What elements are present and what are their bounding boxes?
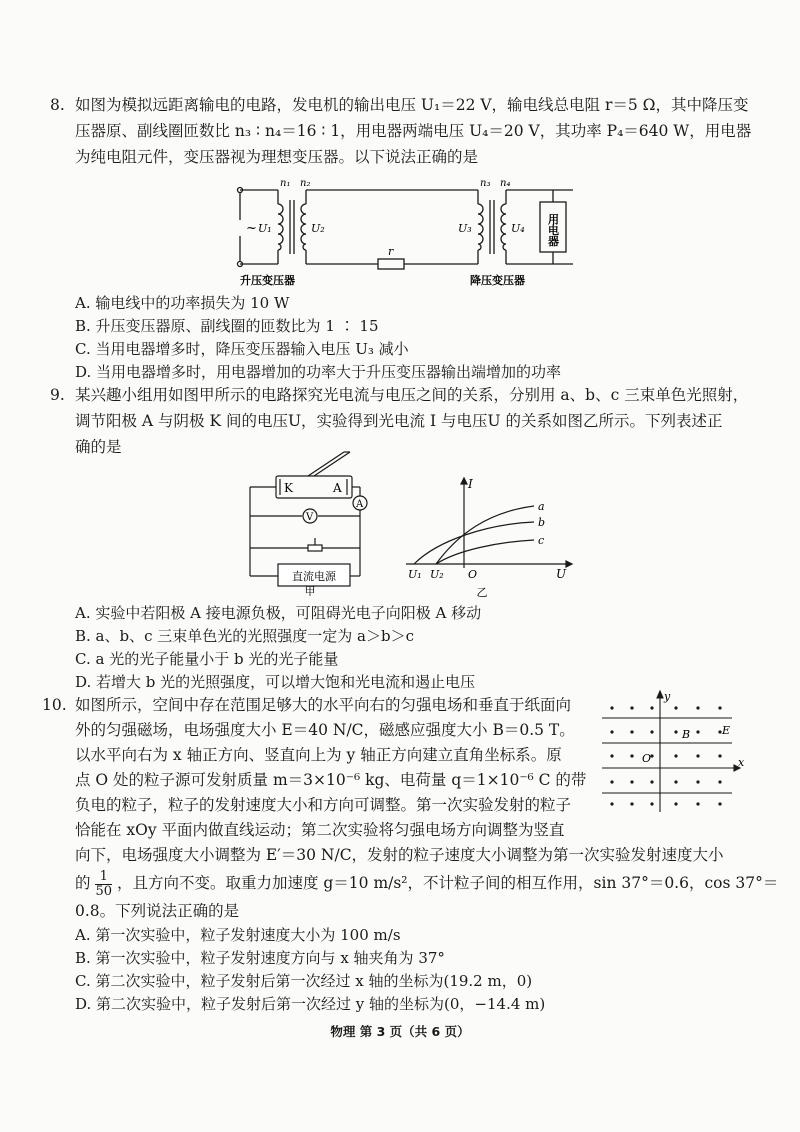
q9-iu-graph <box>398 476 578 600</box>
q8-label-n3: n₃ <box>480 178 491 189</box>
q8-step-up-label: 升压变压器 <box>240 274 295 287</box>
q10-origin: O <box>642 752 652 765</box>
q8-label-u1: U₁ <box>258 222 272 235</box>
q10-option-d: D. 第二次实验中，粒子发射后第一次经过 y 轴的坐标为(0，−14.4 m) <box>75 995 546 1013</box>
q9-graph-caption: 乙 <box>476 586 488 599</box>
q9-graph-label-b: b <box>538 516 546 529</box>
q10-option-c: C. 第二次实验中，粒子发射后第一次经过 x 轴的坐标为(19.2 m，0) <box>75 972 533 990</box>
q9-option-d: D. 若增大 b 光的光照强度，可以增大饱和光电流和遏止电压 <box>75 673 476 691</box>
q9-stem-line1: 某兴趣小组用如图甲所示的电路探究光电流与电压之间的关系，分别用 a、b、c 三束单色光照射， <box>75 386 749 404</box>
q8-label-r: r <box>388 245 394 258</box>
q10-axis-x: x <box>738 756 745 769</box>
q9-option-a: A. 实验中若阳极 A 接电源负极，可阻碍光电子向阳极 A 移动 <box>75 604 482 622</box>
q10-axis-y: y <box>664 690 671 703</box>
q9-circuit-caption: 甲 <box>304 585 316 596</box>
q10-fraction-numerator: 1 <box>95 870 112 885</box>
q10-stem-line3: 以水平向右为 x 轴正方向、竖直向上为 y 轴正方向建立直角坐标系。原 <box>75 746 562 764</box>
q9-ammeter-label: A <box>356 499 364 510</box>
q9-stem-line3: 确的是 <box>75 438 122 456</box>
q9-photoelectric-circuit <box>240 448 390 596</box>
q10-stem-line7: 向下，电场强度大小调整为 E′＝30 N/C，发射的粒子速度大小调整为第一次实验发射速度大小 <box>75 846 724 864</box>
q9-graph-ylabel: I <box>468 477 473 491</box>
q9-number: 9. <box>50 386 65 404</box>
q8-transmission-circuit <box>228 172 588 290</box>
q9-anode-label: A <box>333 481 342 495</box>
q8-option-c: C. 当用电器增多时，降压变压器输入电压 U₃ 减小 <box>75 340 409 358</box>
q10-stem-line9: 0.8。下列说法正确的是 <box>75 902 240 920</box>
q8-stem-line3: 为纯电阻元件，变压器视为理想变压器。以下说法正确的是 <box>75 148 479 166</box>
q8-label-u3: U₃ <box>458 222 472 235</box>
q10-fraction <box>95 870 112 899</box>
q8-stem-line1: 如图为模拟远距离输电的电路，发电机的输出电压 U₁＝22 V，输电线总电阻 r＝5 Ω，其中降压变 <box>75 96 749 114</box>
q8-load-label: 用电器 <box>546 213 560 247</box>
q9-source-label: 直流电源 <box>292 570 336 583</box>
q9-stem-line2: 调节阳极 A 与阴极 K 间的电压U，实验得到光电流 I 与电压U 的关系如图乙所示。下列表述正 <box>75 412 723 430</box>
q8-option-d: D. 当用电器增多时，用电器增加的功率大于升压变压器输出端增加的功率 <box>75 363 562 381</box>
q8-stem-line2: 压器原、副线圈匝数比 n₃ ∶ n₄＝16 ∶ 1，用电器两端电压 U₄＝20 V，其功率 P₄＝640 W，用电器 <box>75 122 752 140</box>
q10-number: 10. <box>42 696 67 714</box>
q9-curve-b <box>414 522 534 564</box>
q10-line8-post: ，且方向不变。取重力加速度 g＝10 m/s²，不计粒子间的相互作用，sin 37°＝0.6，cos 37°＝ <box>116 874 779 892</box>
q8-label-u4: U₄ <box>511 222 525 235</box>
page-footer: 物理 第 3 页（共 6 页） <box>330 1024 470 1039</box>
q8-option-a: A. 输电线中的功率损失为 10 W <box>75 294 290 312</box>
q10-option-b: B. 第一次实验中，粒子发射速度方向与 x 轴夹角为 37° <box>75 949 445 967</box>
q9-curve-a <box>436 506 534 564</box>
q10-stem-line6: 恰能在 xOy 平面内做直线运动；第二次实验将匀强电场方向调整为竖直 <box>75 821 565 839</box>
q10-stem-line5: 负电的粒子，粒子的发射速度大小和方向可调整。第一次实验发射的粒子 <box>75 796 572 814</box>
q10-field-figure <box>598 688 748 818</box>
q10-field-b: B <box>682 728 691 741</box>
q10-stem-line2: 外的匀强磁场，电场强度大小 E＝40 N/C，磁感应强度大小 B＝0.5 T。 <box>75 721 575 739</box>
q9-curve-c <box>436 540 534 564</box>
q8-step-down-label: 降压变压器 <box>470 274 525 287</box>
q10-stem-line8 <box>75 868 778 899</box>
q8-label-n4: n₄ <box>500 178 511 189</box>
q9-option-c: C. a 光的光子能量小于 b 光的光子能量 <box>75 650 339 668</box>
q9-graph-xlabel: U <box>556 567 567 581</box>
q9-voltmeter-label: V <box>306 512 314 523</box>
q10-stem-line4: 点 O 处的粒子源可发射质量 m＝3×10⁻⁶ kg、电荷量 q＝1×10⁻⁶ C 的带 <box>75 771 587 789</box>
q9-option-b: B. a、b、c 三束单色光的光照强度一定为 a＞b＞c <box>75 627 414 645</box>
q10-option-a: A. 第一次实验中，粒子发射速度大小为 100 m/s <box>75 926 401 944</box>
q9-graph-u2: U₂ <box>430 568 444 581</box>
q10-line8-pre: 的 <box>75 874 91 892</box>
q8-label-n2: n₂ <box>300 178 311 189</box>
q9-graph-label-c: c <box>538 534 545 547</box>
q8-label-n1: n₁ <box>280 178 291 189</box>
q10-stem-line1: 如图所示，空间中存在范围足够大的水平向右的匀强电场和垂直于纸面向 <box>75 696 572 714</box>
q9-graph-origin: O <box>468 568 478 581</box>
q8-number: 8. <box>50 96 65 114</box>
q9-graph-u1: U₁ <box>408 568 422 581</box>
q9-cathode-label: K <box>284 481 293 495</box>
q9-graph-label-a: a <box>538 500 545 513</box>
q8-option-b: B. 升压变压器原、副线圈的匝数比为 1 ∶ 15 <box>75 317 379 335</box>
q10-field-e: E <box>722 724 731 737</box>
q10-fraction-denominator: 50 <box>95 883 112 899</box>
q8-label-u2: U₂ <box>311 222 325 235</box>
q8-ac-symbol: ~ <box>246 221 257 236</box>
